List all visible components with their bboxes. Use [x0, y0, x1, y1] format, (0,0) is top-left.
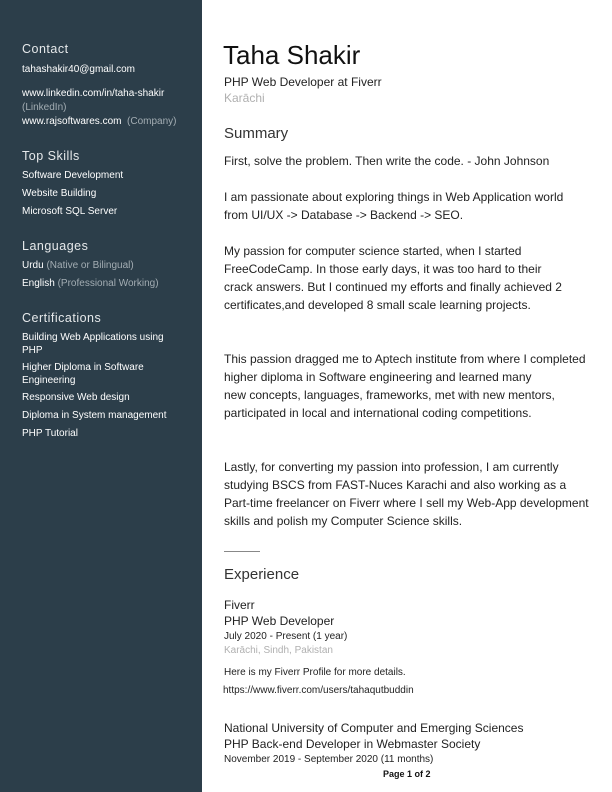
- language-item: English (Professional Working): [22, 278, 159, 289]
- summary-line: certificates,and developed 8 small scale learning projects.: [224, 298, 531, 312]
- sidebar: [0, 0, 202, 792]
- summary-line: from UI/UX -> Database -> Backend -> SEO.: [224, 208, 464, 222]
- summary-line: Lastly, for converting my passion into profession, I am currently: [224, 460, 559, 474]
- certification-item: Building Web Applications using: [22, 332, 164, 343]
- headline: PHP Web Developer at Fiverr: [224, 75, 382, 89]
- company-label: (Company): [127, 116, 177, 127]
- job-company: National University of Computer and Emerging Sciences: [224, 721, 524, 735]
- summary-line: skills and polish my Computer Science skills.: [224, 514, 463, 528]
- certification-item: Higher Diploma in Software: [22, 362, 144, 373]
- skill-item: Microsoft SQL Server: [22, 206, 118, 217]
- skill-item: Software Development: [22, 170, 124, 181]
- summary-line: crack answers. But I continued my efforts and finally achieved 2: [224, 280, 562, 294]
- summary-line: I am passionate about exploring things in Web Application world: [224, 190, 564, 204]
- job-description: Here is my Fiverr Profile for more details.: [224, 667, 406, 678]
- job-title: PHP Web Developer: [224, 614, 335, 628]
- profile-name: Taha Shakir: [223, 40, 361, 70]
- certification-item: Responsive Web design: [22, 392, 130, 403]
- job-title: PHP Back-end Developer in Webmaster Society: [224, 737, 481, 751]
- experience-heading: Experience: [224, 566, 300, 583]
- skills-heading: Top Skills: [22, 149, 80, 163]
- location: Karāchi: [224, 91, 265, 105]
- language-item: Urdu (Native or Bilingual): [22, 260, 134, 271]
- certification-item: Engineering: [22, 375, 76, 386]
- company-link[interactable]: www.rajsoftwares.com: [22, 116, 122, 127]
- email-link[interactable]: tahashakir40@gmail.com: [22, 64, 135, 75]
- certifications-heading: Certifications: [22, 311, 102, 325]
- job-company: Fiverr: [224, 598, 255, 612]
- summary-heading: Summary: [224, 125, 289, 142]
- certification-item: Diploma in System management: [22, 410, 167, 421]
- summary-line: This passion dragged me to Aptech institute from where I completed: [224, 352, 586, 366]
- skill-item: Website Building: [22, 188, 97, 199]
- summary-line: My passion for computer science started, when I started: [224, 244, 522, 258]
- summary-line: First, solve the problem. Then write the code. - John Johnson: [224, 154, 550, 168]
- linkedin-link[interactable]: www.linkedin.com/in/taha-shakir: [22, 88, 165, 99]
- certification-item: PHP Tutorial: [22, 428, 78, 439]
- section-divider: [224, 551, 260, 552]
- page-number: Page 1 of 2: [383, 769, 431, 779]
- certification-item: PHP: [22, 345, 43, 356]
- job-dates: November 2019 - September 2020 (11 months): [224, 754, 434, 765]
- summary-line: Part-time freelancer on Fiverr where I sell my Web-App development: [224, 496, 589, 510]
- summary-line: new concepts, languages, frameworks, met with new mentors,: [224, 388, 555, 402]
- summary-line: studying BSCS from FAST-Nuces Karachi and also working as a: [224, 478, 567, 492]
- fiverr-profile-link[interactable]: https://www.fiverr.com/users/tahaqutbuddin: [223, 685, 414, 696]
- job-location: Karāchi, Sindh, Pakistan: [224, 645, 333, 656]
- summary-line: higher diploma in Software engineering and learned many: [224, 370, 532, 384]
- summary-line: FreeCodeCamp. In those early days, it was too hard to their: [224, 262, 542, 276]
- job-dates: July 2020 - Present (1 year): [224, 631, 348, 642]
- contact-heading: Contact: [22, 42, 69, 56]
- languages-heading: Languages: [22, 239, 89, 253]
- linkedin-label: (LinkedIn): [22, 102, 67, 113]
- summary-line: participated in local and international coding competitions.: [224, 406, 532, 420]
